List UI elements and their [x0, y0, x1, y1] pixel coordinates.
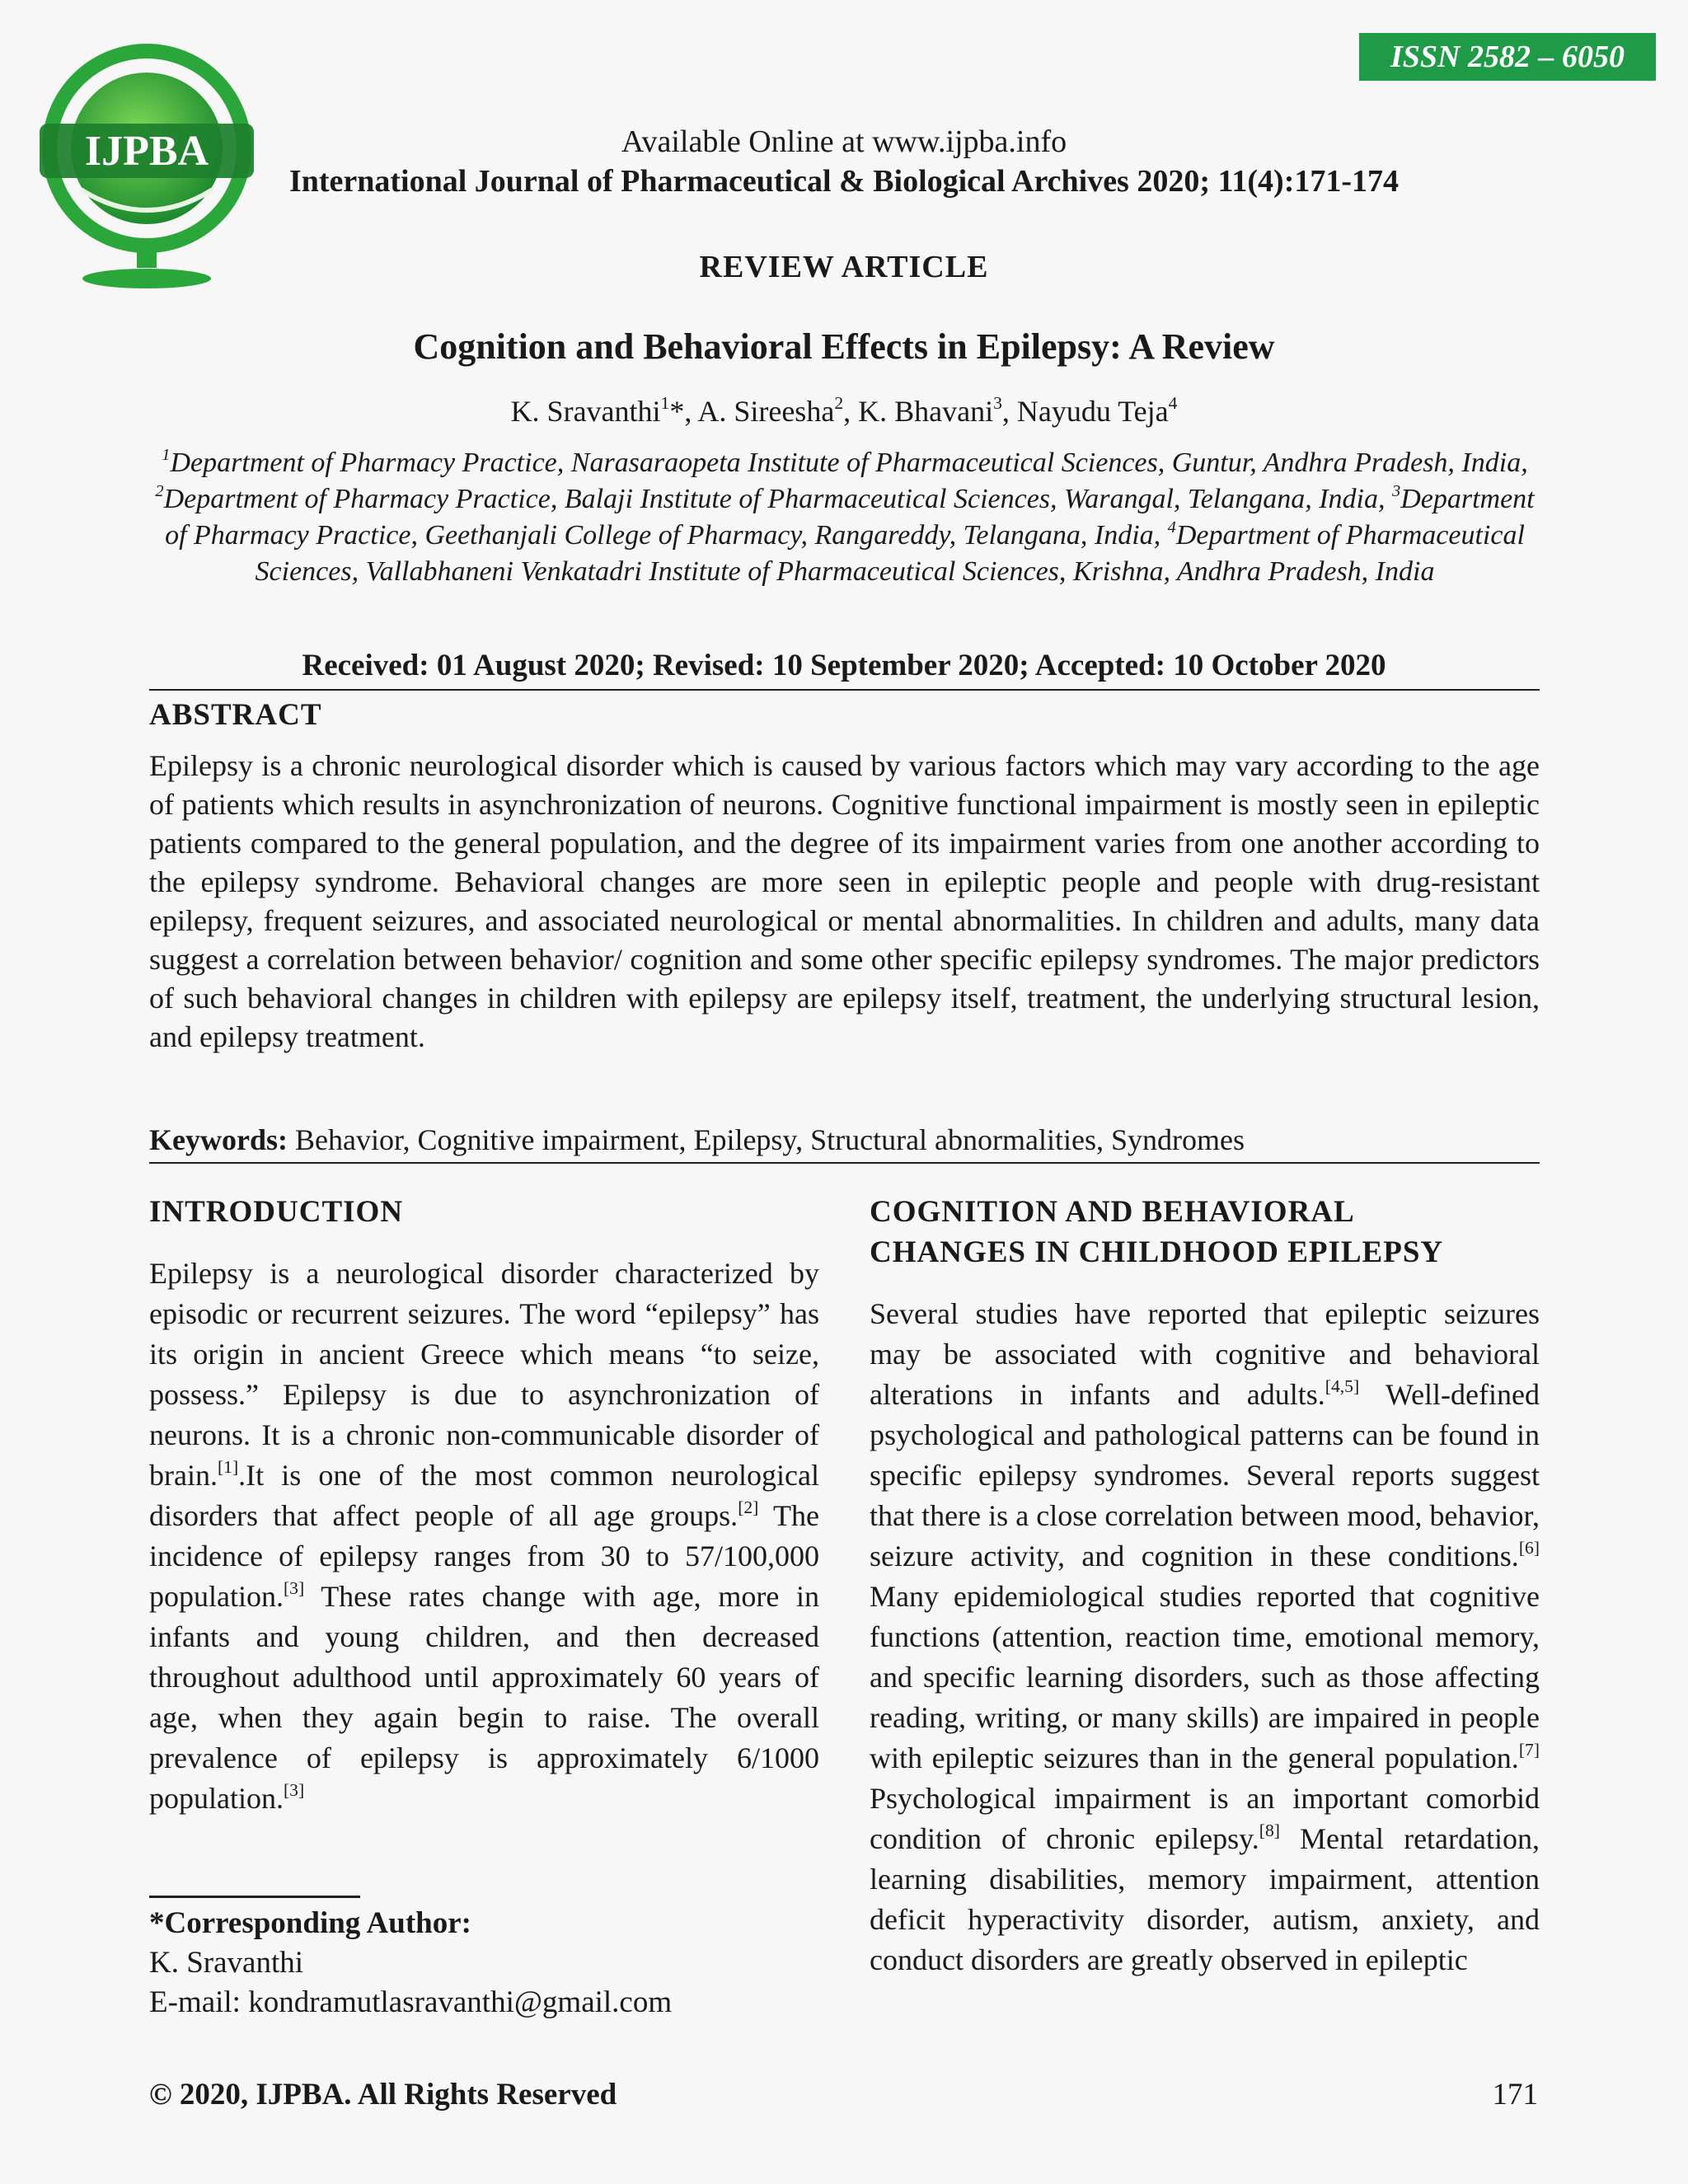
citation-ref[interactable]: [4,5]	[1325, 1376, 1360, 1396]
logo-text: IJPBA	[84, 128, 209, 175]
affiliations	[144, 445, 1545, 590]
divider	[149, 1162, 1540, 1164]
affiliation-text: Department of Pharmacy Practice, Narasaraopeta Institute of Pharmaceutical Sciences, Guntur, Andhra Pradesh, India,	[170, 448, 1528, 478]
copyright: © 2020, IJPBA. All Rights Reserved	[149, 2078, 617, 2111]
article-title: Cognition and Behavioral Effects in Epilepsy: A Review	[413, 326, 1275, 367]
author-name: Nayudu Teja	[1016, 395, 1169, 428]
cognition-text: Several studies have reported that epileptic seizures may be associated with cognitive and behavioral alterations in infants and adults.[4,5] Well-defined psychological and pathological patterns can be found in specific epilepsy syndromes. Several reports suggest that there is a close correlation between mood, behavior, seizure activity, and cognition in these conditions.[6] Many epidemiological studies reported that cognitive functions (attention, reaction time, emotional memory, and specific learning disorders, such as those affecting reading, writing, or many skills) are impaired in people with epileptic seizures than in the general population.[7] Psychological impairment is an important comorbid condition of chronic epilepsy.[8] Mental retardation, learning disabilities, memory impairment, attention deficit hyperactivity disorder, autism, anxiety, and conduct disorders are greatly observed in epileptic	[870, 1297, 1540, 1976]
affiliation-marker: 2	[155, 481, 164, 500]
author-list: K. Sravanthi$^1$*, A. Sireesha$^2$, K. Bhavani$^3$, Nayudu Teja$^4$	[510, 392, 1178, 428]
received-dates: Received: 01 August 2020; Revised: 10 September 2020; Accepted: 10 October 2020	[302, 649, 1386, 682]
article-type: REVIEW ARTICLE	[699, 250, 989, 284]
abstract-text: Epilepsy is a chronic neurological disorder which is caused by various factors which may vary according to the age of patients which results in asynchronization of neurons. Cognitive functional impairment is mostly seen in epileptic patients compared to the general population, and the degree of its impairment varies from one another according to the epilepsy syndrome. Behavioral changes are more seen in epileptic people and people with drug-resistant epilepsy, frequent seizures, and associated neurological or mental abnormalities. In children and adults, many data suggest a correlation between behavior/ cognition and some other specific epilepsy syndromes. The major predictors of such behavioral changes in children with epilepsy are epilepsy itself, treatment, the underlying structural lesion, and epilepsy treatment.	[149, 749, 1540, 1053]
author-affiliation-marker: 2	[834, 392, 844, 413]
cognition-heading-line2: CHANGES IN CHILDHOOD EPILEPSY	[870, 1235, 1444, 1269]
corresponding-author	[149, 1904, 672, 2022]
citation-ref[interactable]: [1]	[217, 1456, 239, 1477]
author-name: K. Bhavani	[858, 395, 994, 428]
author-affiliation-marker: 4	[1168, 392, 1178, 413]
corresponding-label: *Corresponding Author:	[149, 1906, 471, 1940]
affiliation-marker: 4	[1167, 518, 1176, 537]
keywords	[149, 1121, 1540, 1160]
page-number: 171	[1492, 2078, 1538, 2111]
affiliation-marker: 1	[162, 445, 171, 464]
affiliation-marker: 3	[1392, 481, 1401, 500]
citation-ref[interactable]: [2]	[738, 1497, 759, 1517]
available-online-line: Available Online at www.ijpba.info	[621, 124, 1067, 159]
divider	[149, 689, 1540, 691]
citation-ref[interactable]: [3]	[283, 1577, 305, 1598]
corresponding-email: E-mail: kondramutlasravanthi@gmail.com	[149, 1985, 673, 2019]
keywords-label: Keywords:	[149, 1123, 288, 1156]
introduction-text: Epilepsy is a neurological disorder characterized by episodic or recurrent seizures. The word “epilepsy” has its origin in ancient Greece which means “to seize, possess.” Epilepsy is due to asynchronization of neurons. It is a chronic non-communicable disorder of brain.[1].It is one of the most common neurological disorders that affect people of all age groups.[2] The incidence of epilepsy ranges from 30 to 57/100,000 population.[3] These rates change with age, more in infants and young children, and then decreased throughout adulthood until approximately 60 years of age, when they again begin to raise. The overall prevalence of epilepsy is approximately 6/1000 population.[3]	[149, 1257, 819, 1815]
affiliation-text: Department of Pharmacy Practice, Geethanjali College of Pharmacy, Rangareddy, Telangana, India,	[165, 484, 1535, 551]
author-affiliation-marker: 1	[660, 392, 670, 413]
author-name: A. Sireesha	[697, 395, 835, 428]
corresponding-name: K. Sravanthi	[149, 1946, 304, 1980]
footnote-rule	[149, 1896, 360, 1898]
abstract-heading: ABSTRACT	[149, 698, 322, 732]
author-affiliation-marker: 3	[993, 392, 1002, 413]
affiliation-text: Department of Pharmaceutical Sciences, Vallabhaneni Venkatadri Institute of Pharmaceutical Sciences, Krishna, Andhra Pradesh, India	[255, 520, 1525, 587]
affiliation-text: Department of Pharmacy Practice, Balaji Institute of Pharmaceutical Sciences, Warangal, Telangana, India,	[163, 484, 1392, 514]
right-column	[870, 1192, 1540, 1980]
citation-ref[interactable]: [6]	[1518, 1537, 1540, 1558]
citation-ref[interactable]: [3]	[283, 1779, 305, 1800]
citation-ref[interactable]: [7]	[1518, 1739, 1540, 1760]
left-column	[149, 1192, 819, 1819]
cognition-heading-line1: COGNITION AND BEHAVIORAL	[870, 1195, 1355, 1229]
introduction-heading: INTRODUCTION	[149, 1195, 404, 1229]
cognition-heading	[870, 1192, 1540, 1272]
journal-citation-line: International Journal of Pharmaceutical & Biological Archives 2020; 11(4):171-174	[288, 164, 1400, 199]
author-name: K. Sravanthi	[510, 395, 661, 428]
keywords-list: Behavior, Cognitive impairment, Epilepsy, Structural abnormalities, Syndromes	[294, 1123, 1245, 1156]
issn-badge: ISSN 2582 – 6050	[1359, 33, 1656, 81]
citation-ref[interactable]: [8]	[1259, 1820, 1280, 1840]
